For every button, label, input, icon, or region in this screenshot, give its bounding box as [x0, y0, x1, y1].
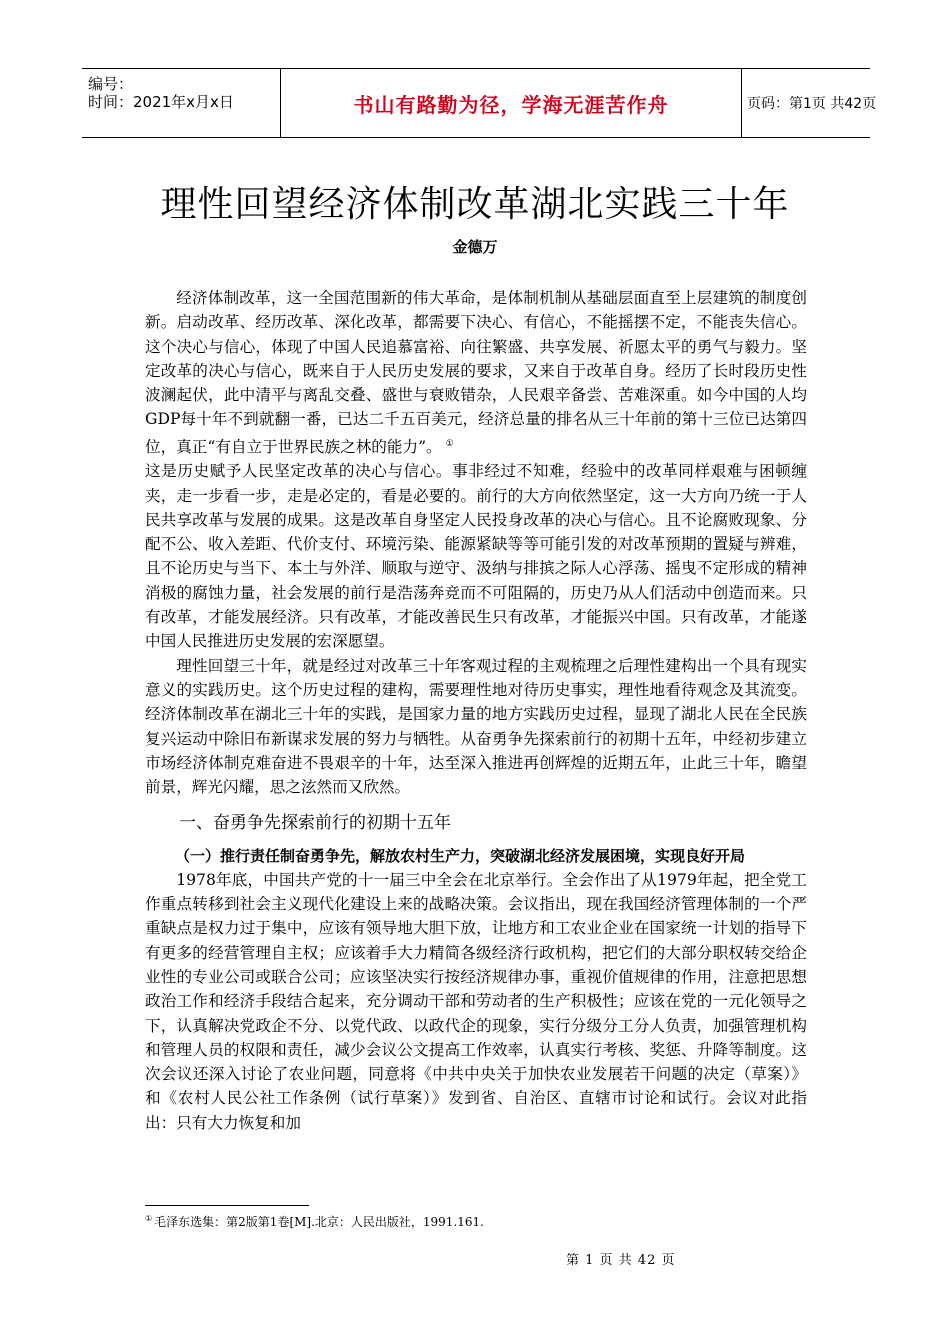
header-left-cell — [82, 69, 280, 137]
document-body — [145, 286, 807, 1135]
footnote-rule — [145, 1205, 309, 1206]
page-footer: 第 1 页 共 42 页 — [566, 1253, 676, 1268]
paragraph: 1978年底，中国共产党的十一届三中全会在北京举行。全会作出了从1979年起，把全党工作重点转移到社会主义现代化建设上来的战略决策。会议指出，现在我国经济管理体制的一个严重缺点是权力过于集中，应该有领导地大胆下放，让地方和工农业企业在国家统一计划的指导下有更多的经营管理自主权；应该着手大力精简各级经济行政机构，把它们的大部分职权转交给企业性的专业公司或联合公司；应该坚决实行按经济规律办事，重视价值规律的作用，注意把思想政治工作和经济手段结合起来，充分调动干部和劳动者的生产积极性；应该在党的一元化领导之下，认真解决党政企不分、以党代政、以政代企的现象，实行分级分工分人负责，加强管理机构和管理人员的权限和责任，减少会议公文提高工作效率，认真实行考核、奖惩、升降等制度。这次会议还深入讨论了农业问题，同意将《中共中央关于加快农业发展若干问题的决定（草案）》和《农村人民公社工作条例（试行草案）》发到省、自治区、直辖市讨论和试行。会议对此指出：只有大力恢复和加 — [145, 870, 807, 1132]
paragraph: 这是历史赋予人民坚定改革的决心与信心。事非经过不知难，经验中的改革同样艰难与困顿缠夹，走一步看一步，走是必定的，看是必要的。前行的大方向依然坚定，这一大方向乃统一于人民共享改革与发展的成果。这是改革自身坚定人民投身改革的决心与信心。且不论腐败现象、分配不公、收入差距、代价支付、环境污染、能源紧缺等等可能引发的对改革预期的置疑与辨难，且不论历史与当下、本土与外洋、顺取与逆守、汲纳与排摈之际人心浮荡、摇曳不定形成的精神消极的腐蚀力量，社会发展的前行是浩荡奔竞而不可阻隔的，历史乃从人们活动中创造而来。只有改革，才能发展经济。只有改革，才能改善民生只有改革，才能振兴中国。只有改革，才能遂中国人民推进历史发展的宏深愿望。 — [145, 462, 807, 651]
header-motto-cell — [280, 69, 742, 137]
document-title: 理性回望经济体制改革湖北实践三十年 — [160, 184, 790, 225]
subsection-heading: （一）推行责任制奋勇争先，解放农村生产力，突破湖北经济发展困境，实现良好开局 — [175, 846, 746, 865]
footnote — [145, 1213, 484, 1230]
section-heading: 一、奋勇争先探索前行的初期十五年 — [179, 813, 451, 834]
page-header — [82, 68, 877, 138]
footnote-text: 毛泽东选集：第2版第1卷[M].北京：人民出版社，1991.161. — [154, 1215, 484, 1229]
paragraph: 理性回望三十年，就是经过对改革三十年客观过程的主观梳理之后理性建构出一个具有现实意义的实践历史。这个历史过程的建构，需要理性地对待历史事实，理性地看待观念及其流变。经济体制改革在湖北三十年的实践，是国家力量的地方实践历史过程，显现了湖北人民在全民族复兴运动中除旧布新谋求发展的努力与牺牲。从奋勇争先探索前行的初期十五年，中经初步建立市场经济体制克难奋进不畏艰辛的十年，达至深入推进再创辉煌的近期五年，止此三十年，瞻望前景，辉光闪耀，思之泫然而又欣然。 — [145, 656, 807, 797]
paragraph-text: 经济体制改革，这一全国范围新的伟大革命，是体制机制从基础层面直至上层建筑的制度创新。启动改革、经历改革、深化改革，都需要下决心、有信心，不能摇摆不定，不能丧失信心。这个决心与信心，体现了中国人民追慕富裕、向往繁盛、共享发展、祈愿太平的勇气与毅力。坚定改革的决心与信心，既来自于人民历史发展的要求，又来自于改革自身。经历了长时段历史性波澜起伏，此中清平与离乱交叠、盛世与衰败错杂，人民艰辛备尝、苦难深重。如今中国的人均GDP每十年不到就翻一番，已达二千五百美元，经济总量的排名从三十年前的第十三位已达第四位，真正“有自立于世界民族之林的能力”。 — [145, 289, 807, 456]
date-label: 时间：2021年x月x日 — [88, 93, 234, 111]
page-info: 页码：第1页 共42页 — [747, 96, 877, 112]
footnote-ref: ① — [445, 438, 454, 449]
footnote-marker: ① — [145, 1214, 153, 1223]
author: 金德万 — [452, 238, 498, 256]
serial-label: 编号： — [88, 75, 134, 93]
motto: 书山有路勤为径，学海无涯苦作舟 — [353, 92, 669, 117]
header-right-cell — [741, 69, 877, 137]
paragraph — [145, 286, 807, 459]
